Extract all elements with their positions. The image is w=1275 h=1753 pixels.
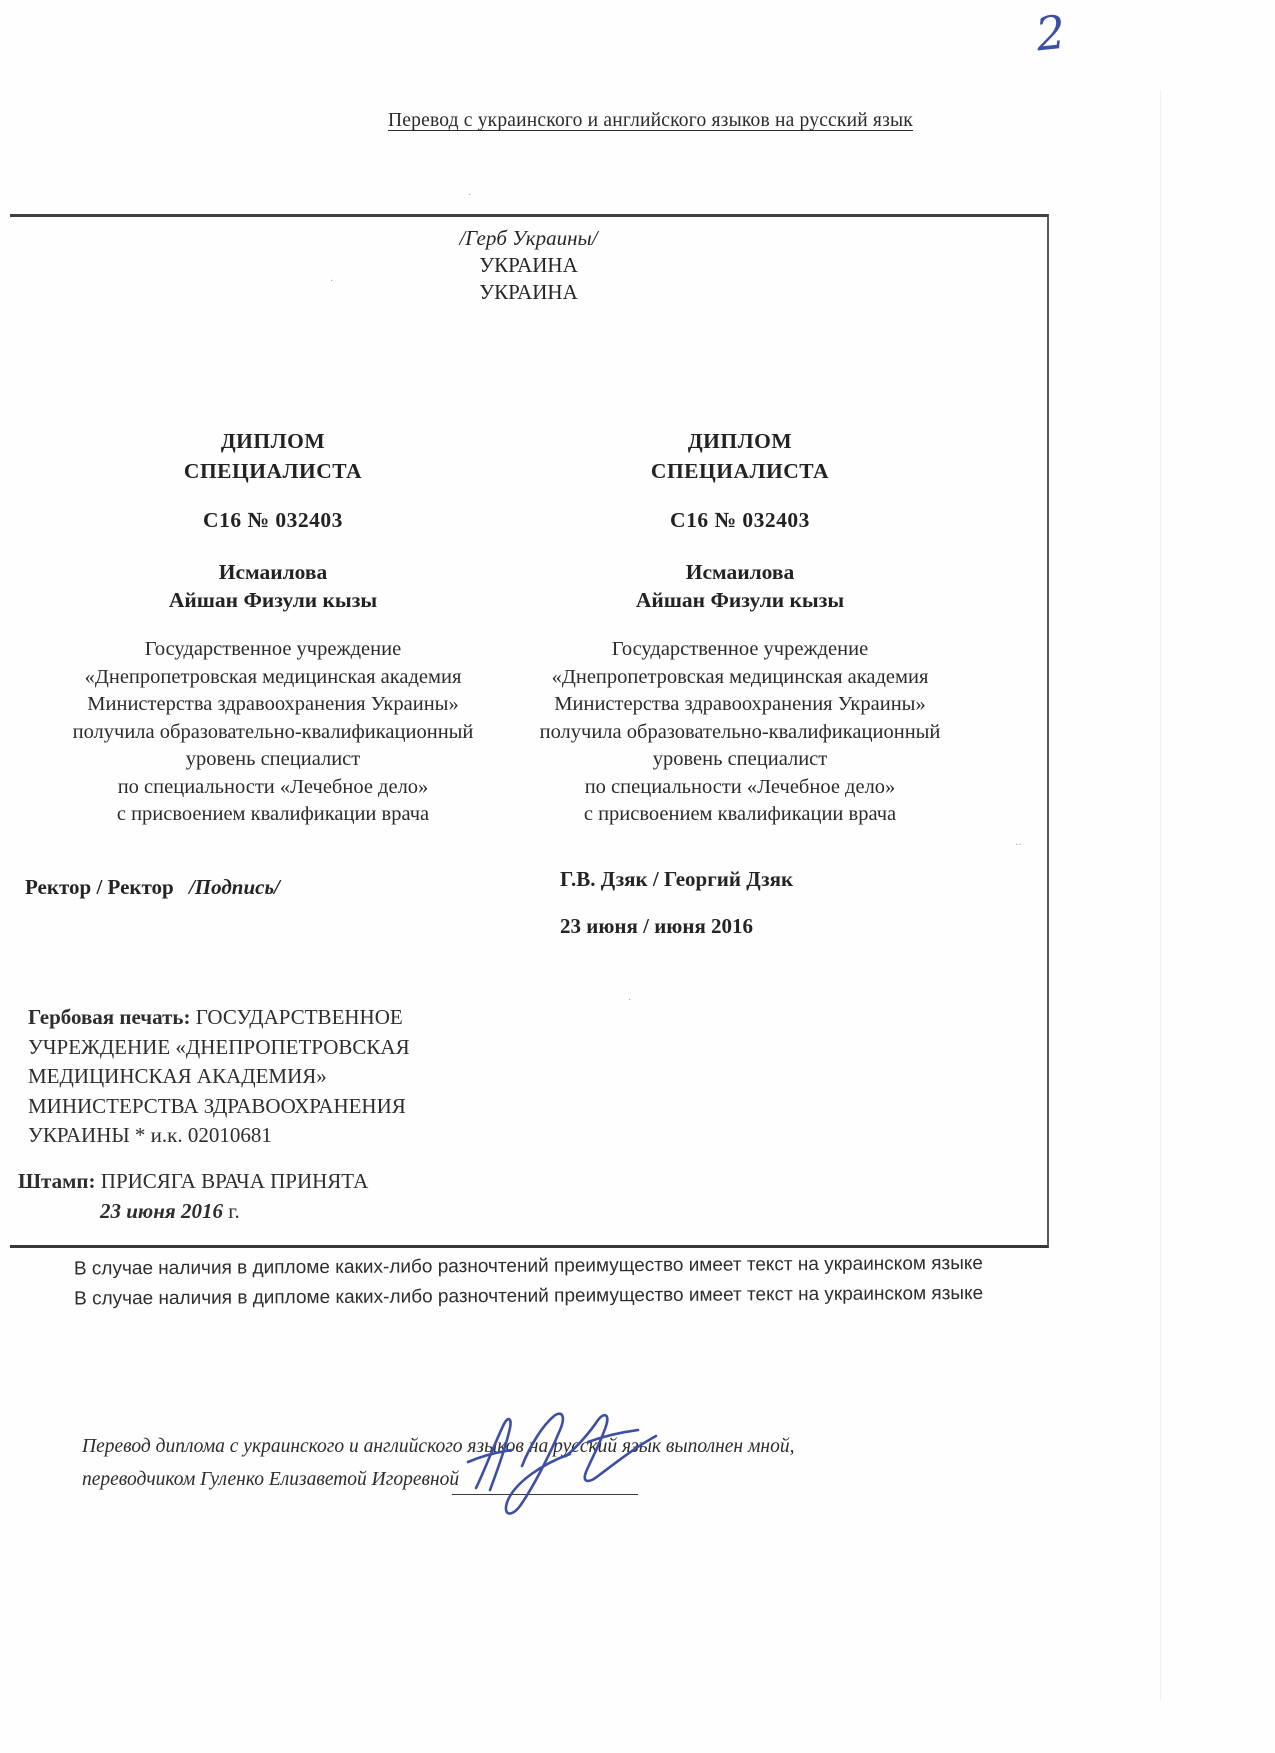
- diploma-number: С16 № 032403: [670, 508, 810, 532]
- issue-date: 23 июня / июня 2016: [560, 914, 754, 938]
- scan-speck: ·: [330, 276, 334, 287]
- scan-speck: ·: [468, 190, 472, 201]
- seal-body: ГОСУДАРСТВЕННОЕ УЧРЕЖДЕНИЕ «ДНЕПРОПЕТРОВСКАЯ МЕДИЦИНСКАЯ АКАДЕМИЯ» МИНИСТЕРСТВА ЗДРАВООХРАНЕНИЯ УКРАИНЫ * и.к. 02010681: [28, 1005, 410, 1147]
- translation-direction-header: Перевод с украинского и английского языков на русский язык: [388, 110, 913, 131]
- graduate-name: Исмаилова Айшан Физули кызы: [168, 560, 378, 612]
- stamp-text: [18, 1166, 368, 1226]
- rector-label: Ректор / Ректор: [25, 875, 174, 899]
- scan-speck: ·: [628, 995, 632, 1006]
- discrepancy-disclaimer: [73, 1249, 984, 1314]
- scan-speck: ··: [1015, 840, 1022, 851]
- diploma-column-right: [504, 426, 976, 829]
- stamp-date-suffix: г.: [223, 1199, 240, 1223]
- rector-name: Г.В. Дзяк / Георгий Дзяк: [560, 867, 794, 891]
- diploma-number: С16 № 032403: [203, 508, 343, 532]
- disclaimer-line: В случае наличия в дипломе каких-либо разночтений преимущество имеет текст на украинском языке: [73, 1252, 984, 1280]
- country-heading: [10, 225, 1047, 306]
- country-line: УКРАИНА: [479, 280, 578, 304]
- diploma-translation-frame: [10, 214, 1049, 1248]
- country-line: УКРАИНА: [479, 253, 578, 277]
- stamp-date: 23 июня 2016: [100, 1199, 223, 1223]
- seal-label: Гербовая печать:: [28, 1005, 191, 1029]
- stamp-label: Штамп:: [18, 1169, 96, 1193]
- official-seal-text: [28, 1003, 486, 1151]
- handwritten-page-number: 2: [1033, 4, 1069, 62]
- signature-placeholder-note: /Подпись/: [188, 875, 280, 899]
- coat-of-arms-note: /Герб Украины/: [459, 226, 598, 250]
- diploma-title: ДИПЛОМ СПЕЦИАЛИСТА: [650, 429, 830, 483]
- diploma-title: ДИПЛОМ СПЕЦИАЛИСТА: [183, 429, 363, 483]
- rector-signature-left: [25, 875, 280, 900]
- stamp-body: ПРИСЯГА ВРАЧА ПРИНЯТА: [100, 1169, 369, 1193]
- diploma-column-left: [42, 426, 504, 829]
- disclaimer-line: В случае наличия в дипломе каких-либо разночтений преимущество имеет текст на украинском языке: [74, 1282, 984, 1310]
- scan-artifact-line: [1160, 90, 1161, 1700]
- rector-signature-right: [560, 867, 793, 939]
- diploma-body-text: Государственное учреждение «Днепропетровская медицинская академия Министерства здравоохранения Украины» получила образовательно-квалификационный уровень специалист по специальности «Лечебное дело» с присвоением квалификации врача: [539, 638, 941, 825]
- attestation-line: Перевод диплома с украинского и английского языков на русский язык выполнен мной,: [82, 1436, 795, 1457]
- attestation-line: переводчиком Гуленко Елизаветой Игоревной: [82, 1469, 460, 1490]
- graduate-name: Исмаилова Айшан Физули кызы: [635, 560, 845, 612]
- diploma-body-text: Государственное учреждение «Днепропетровская медицинская академия Министерства здравоохранения Украины» получила образовательно-квалификационный уровень специалист по специальности «Лечебное дело» с присвоением квалификации врача: [72, 638, 474, 825]
- translator-signature: [438, 1402, 673, 1522]
